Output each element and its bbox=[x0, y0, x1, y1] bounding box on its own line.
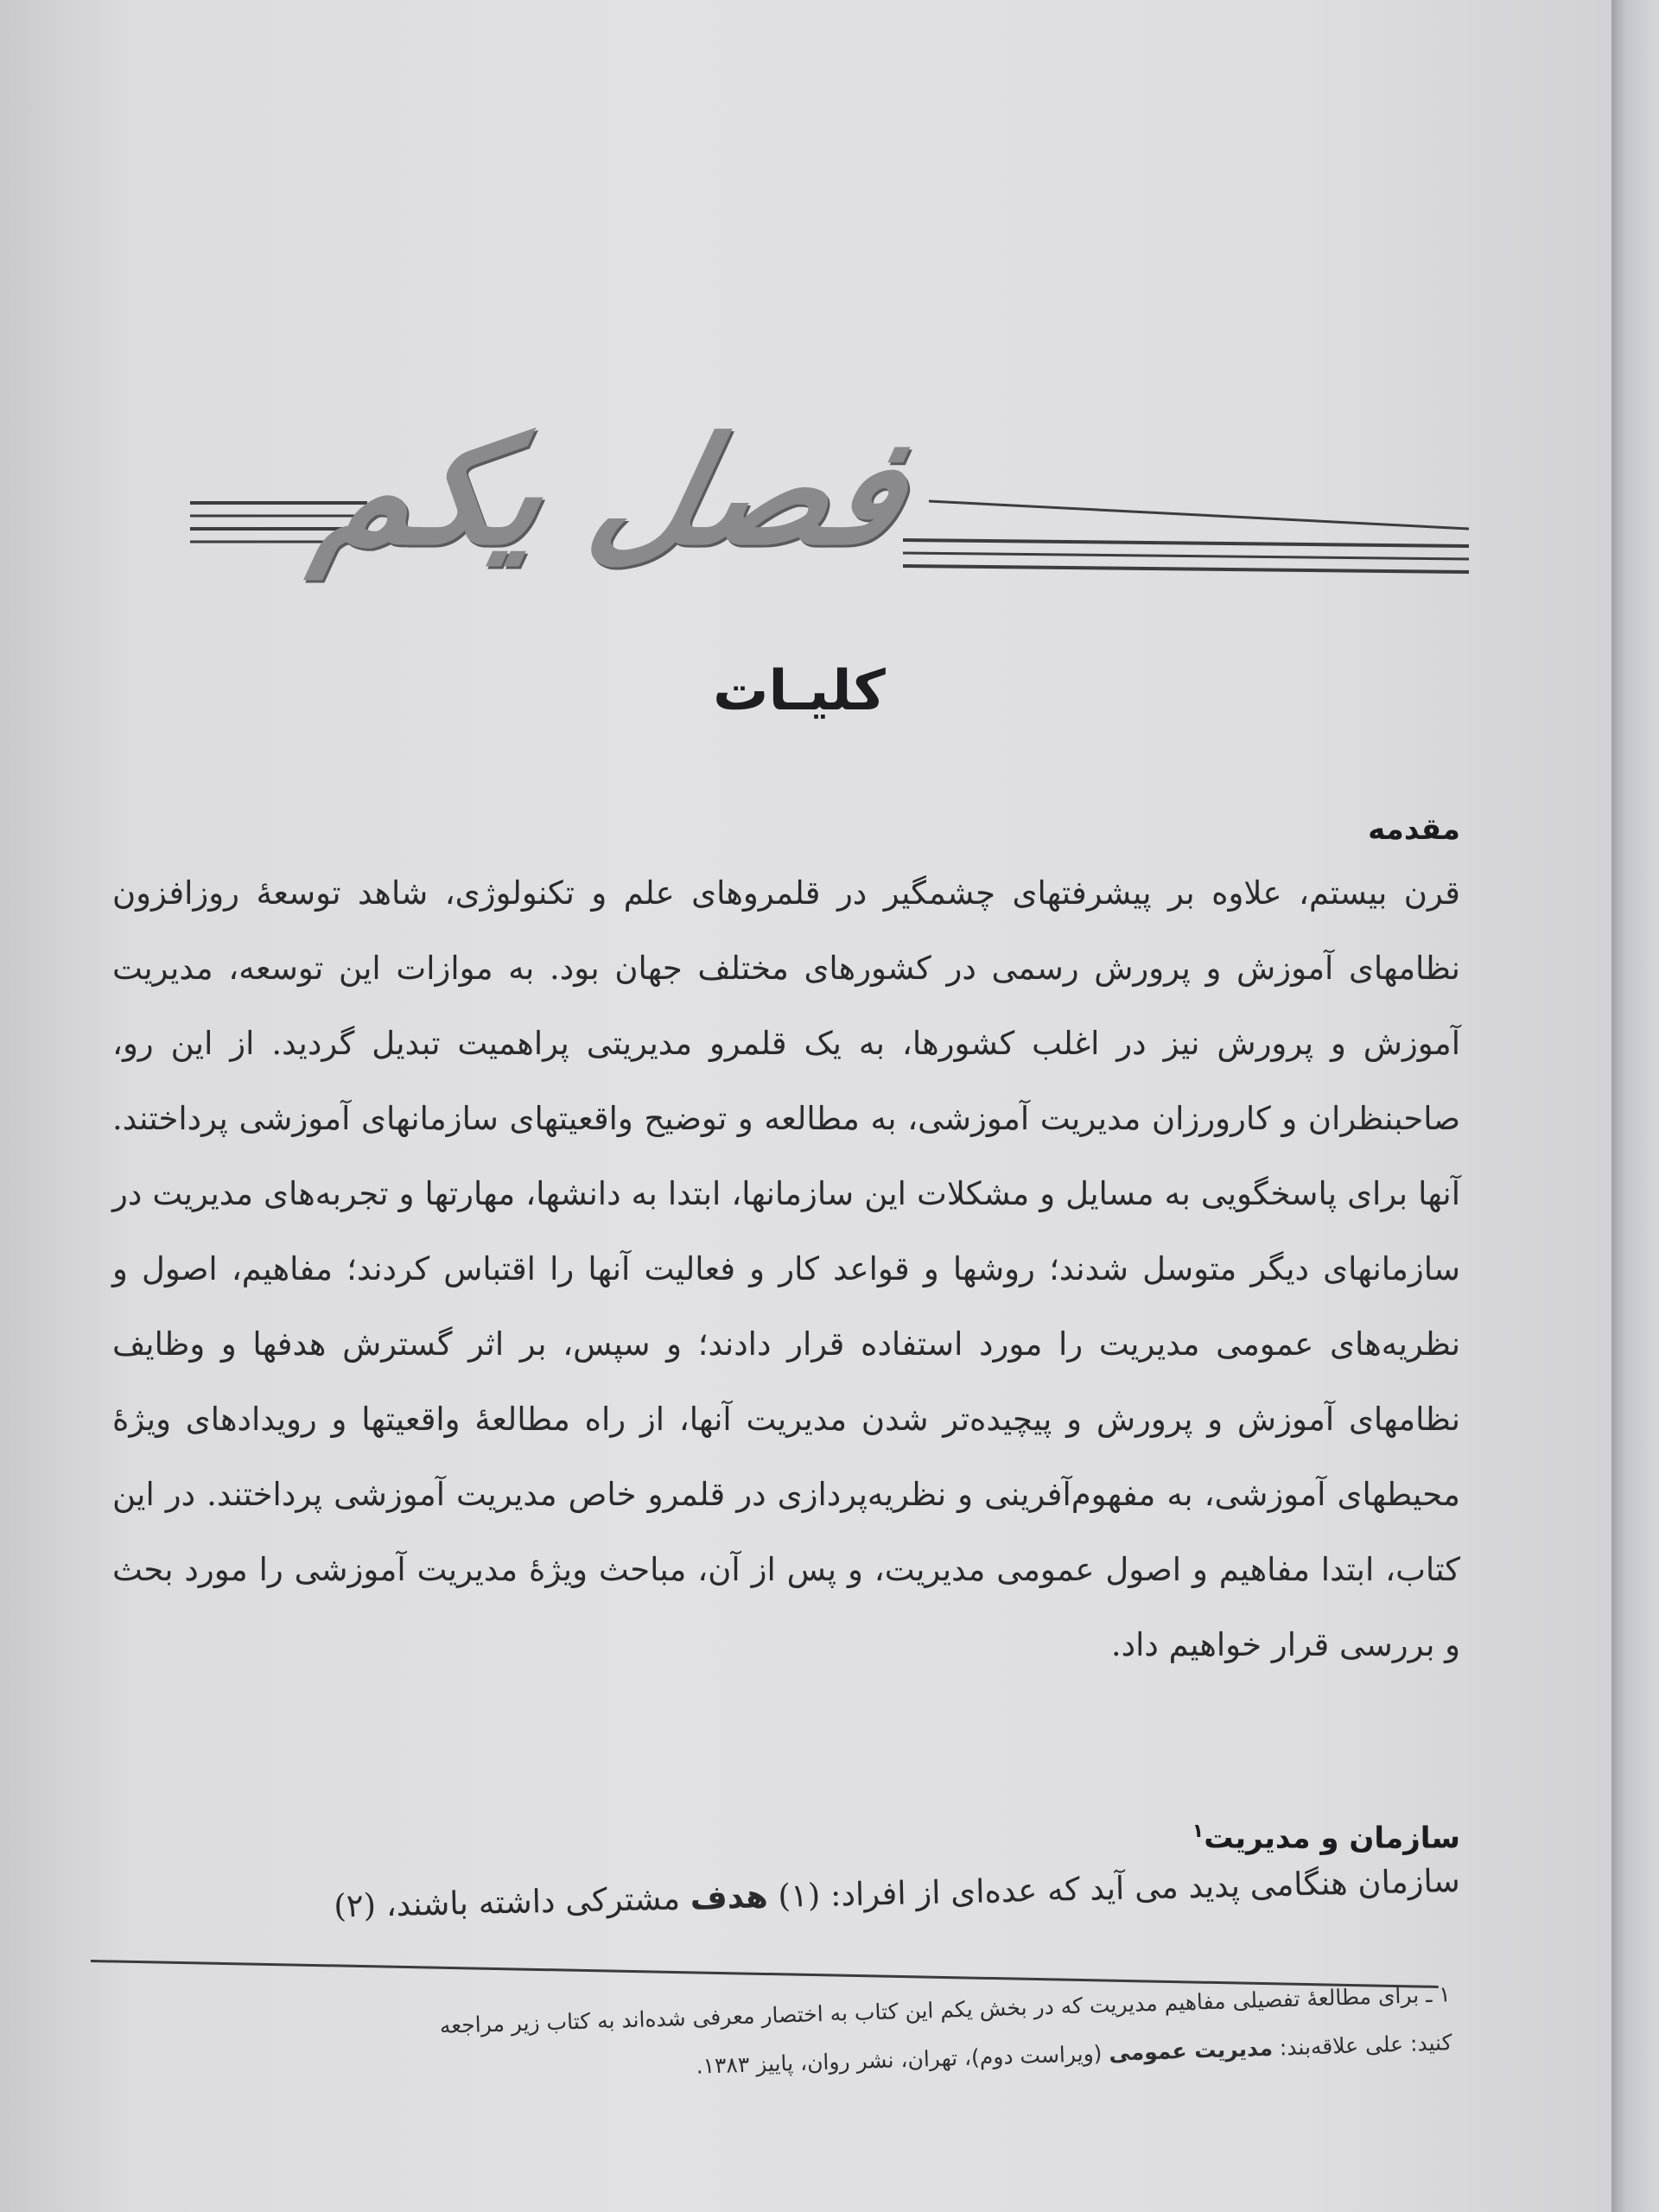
section2-text-after: مشترکی داشته باشند، (۲) bbox=[333, 1879, 691, 1925]
footnote bbox=[86, 1970, 1453, 2110]
intro-section bbox=[112, 804, 1460, 1682]
footnote-line2-after: (ویراست دوم)، تهران، نشر روان، پاییز ۱۳۸۳. bbox=[696, 2040, 1109, 2079]
intro-paragraph: قرن بیستم، علاوه بر پیشرفتهای چشمگیر در قلمروهای علم و تکنولوژی، شاهد توسعهٔ روزافزون نظامهای آموزش و پرورش رسمی در کشورهای مختلف جهان بود. به موازات این توسعه، مدیریت آموزش و پرورش نیز در اغلب کشورها، به یک قلمرو مدیریتی پراهمیت تبدیل گردید. از این رو، صاحبنظران و کارورزان مدیریت آموزشی، به مطالعه و توضیح واقعیتهای سازمانهای آموزشی پرداختند. آنها برای پاسخگویی به مسایل و مشکلات این سازمانها، ابتدا به دانشها، مهارتها و تجربه‌های مدیریت در سازمانهای دیگر متوسل شدند؛ روشها و قواعد کار و فعالیت آنها را اقتباس کردند؛ مفاهیم، اصول و نظریه‌های عمومی مدیریت را مورد استفاده قرار دادند؛ و سپس، بر اثر گسترش هدفها و وظایف نظامهای آموزش و پرورش و پیچیده‌تر شدن مدیریت آنها، از راه مطالعهٔ واقعیتها و رویدادهای ویژهٔ محیطهای آموزشی، به مفهوم‌آفرینی و نظریه‌پردازی در قلمرو خاص مدیریت آموزشی پرداختند. در این کتاب، ابتدا مفاهیم و اصول عمومی مدیریت، و پس از آن، مباحث ویژهٔ مدیریت آموزشی را مورد بحث و بررسی قرار خواهیم داد. bbox=[112, 874, 1460, 1663]
chapter-title: فصل یکم bbox=[305, 407, 922, 578]
footnote-line-1: ۱ ـ برای مطالعهٔ تفصیلی مفاهیم مدیریت که در بخش یکم این کتاب به اختصار معرفی شده‌اند به کتاب زیر مراجعه bbox=[439, 1981, 1452, 2038]
footnote-line2-before: کنید: علی علاقه‌بند: bbox=[1272, 2030, 1452, 2061]
page-edge bbox=[1611, 0, 1659, 2212]
section-title: کلیـات bbox=[713, 659, 886, 723]
section2-bold-term: هدف bbox=[690, 1878, 769, 1917]
section2-heading-text: سازمان و مدیریت bbox=[1204, 1821, 1460, 1856]
section2-text-before: سازمان هنگامی پدید می آید که عده‌ای از افراد: (۱) bbox=[767, 1861, 1461, 1916]
footnote-book-title: مدیریت عمومی bbox=[1108, 2035, 1274, 2066]
intro-heading: مقدمه bbox=[1368, 812, 1460, 847]
footnote-ref: ۱ bbox=[1192, 1821, 1205, 1842]
section2-paragraph bbox=[86, 1851, 1460, 1942]
